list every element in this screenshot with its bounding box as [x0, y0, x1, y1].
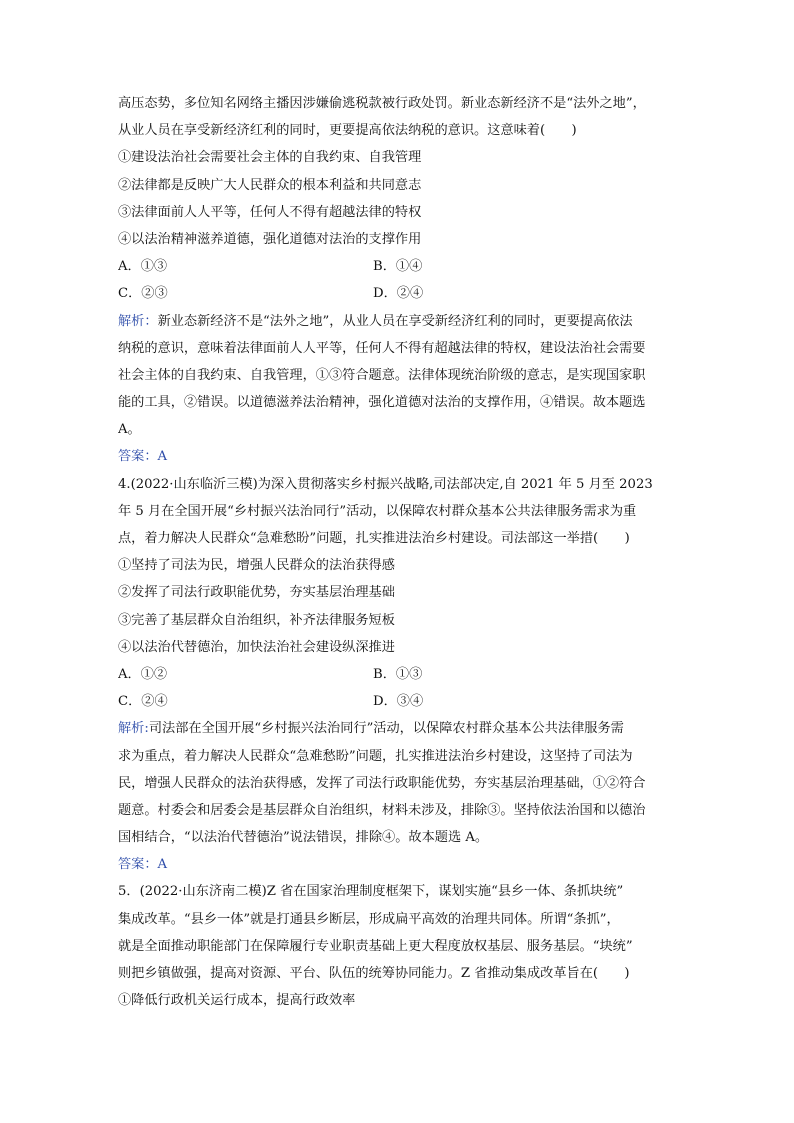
analysis-line: 国相结合，“以法治代替德治”说法错误，排除④。故本题选 A。	[118, 830, 489, 846]
analysis-line: 能的工具，②错误。以道德滋养法治精神，强化道德对法治的支撑作用，④错误。故本题选	[118, 395, 646, 411]
stem-line: 集成改革。“县乡一体”就是打通县乡断层，形成扁平高效的治理共同体。所谓“条抓”，	[118, 911, 620, 927]
stem-line: 高压态势，多位知名网络主播因涉嫌偷逃税款被行政处罚。新业态新经济不是“法外之地”，	[118, 96, 646, 111]
option-c: C．②④	[118, 694, 168, 710]
option-b: B．①④	[373, 259, 423, 275]
analysis-text: 新业态新经济不是“法外之地”，从业人员在享受新经济红利的同时，更要提高依法	[157, 313, 633, 329]
stem-line: 5．(2022·山东济南二模)Z 省在国家治理制度框架下，谋划实施“县乡一体、条抓块统”	[118, 884, 624, 900]
analysis-line: 社会主体的自我约束、自我管理，①③符合题意。法律体现统治阶级的意志，是实现国家职	[118, 367, 646, 383]
question-4-stem	[118, 471, 678, 553]
question-4-analysis	[118, 715, 678, 851]
question-3-analysis	[118, 308, 678, 444]
question-5-items	[118, 987, 678, 1014]
stem-line: 年 5 月在全国开展“乡村振兴法治同行”活动，以保障农村群众基本公共法律服务需求为重	[118, 503, 637, 519]
stem-line: 就是全面推动职能部门在保障履行专业职责基础上更大程度放权基层、服务基层。“块统”	[118, 938, 633, 954]
option-a: A．①②	[118, 666, 168, 682]
question-5-stem	[118, 878, 678, 987]
stem-line: 从业人员在享受新经济红利的同时，更要提高依法纳税的意识。这意味着( )	[118, 123, 577, 139]
analysis-line: 民，增强人民群众的法治获得感，发挥了司法行政职能优势，夯实基层治理基础，①②符合	[118, 775, 646, 791]
question-3-options-row-1	[118, 253, 678, 280]
analysis-line: 纳税的意识，意味着法律面前人人平等，任何人不得有超越法律的特权，建设法治社会需要	[118, 340, 646, 356]
question-3-answer: 答案：A	[118, 449, 168, 465]
question-4-items	[118, 552, 678, 661]
item-line: ②法律都是反映广大人民群众的根本利益和共同意志	[118, 177, 422, 193]
question-3-options-row-2	[118, 280, 678, 307]
analysis-label: 解析：	[118, 313, 158, 329]
item-line: ④以法治代替德治，加快法治社会建设纵深推进	[118, 639, 395, 655]
analysis-line	[118, 715, 678, 742]
analysis-line: 求为重点，着力解决人民群众“急难愁盼”问题，扎实推进法治乡村建设，这坚持了司法为	[118, 748, 633, 764]
item-line: ①降低行政机关运行成本，提高行政效率	[118, 993, 356, 1009]
item-line: ①坚持了司法为民，增强人民群众的法治获得感	[118, 558, 395, 574]
question-4-options-row-1	[118, 661, 678, 688]
analysis-line	[118, 308, 678, 335]
option-c: C．②③	[118, 286, 168, 302]
analysis-line: A。	[118, 422, 141, 438]
option-d: D．②④	[373, 286, 424, 302]
analysis-label: 解析:	[118, 721, 149, 737]
stem-line: 则把乡镇做强，提高对资源、平台、队伍的统筹协同能力。Z 省推动集成改革旨在( )	[118, 966, 630, 981]
item-line: ④以法治精神滋养道德，强化道德对法治的支撑作用	[118, 231, 422, 247]
option-b: B．①③	[373, 666, 423, 682]
item-line: ③法律面前人人平等，任何人不得有超越法律的特权	[118, 204, 422, 220]
question-3-items	[118, 144, 678, 253]
item-line: ①建设法治社会需要社会主体的自我约束、自我管理	[118, 150, 422, 166]
item-line: ②发挥了司法行政职能优势，夯实基层治理基础	[118, 585, 395, 601]
option-d: D．③④	[373, 694, 424, 710]
analysis-line: 题意。村委会和居委会是基层群众自治组织，材料未涉及，排除③。坚持依法治国和以德治	[118, 802, 646, 818]
analysis-text: 司法部在全国开展“乡村振兴法治同行”活动，以保障农村群众基本公共法律服务需	[148, 721, 624, 737]
document-page	[118, 90, 678, 1014]
stem-line: 4.(2022·山东临沂三模)为深入贯彻落实乡村振兴战略,司法部决定,自 2021 年 5 月至 2023	[118, 476, 653, 492]
stem-line: 点，着力解决人民群众“急难愁盼”问题，扎实推进法治乡村建设。司法部这一举措( )	[118, 531, 630, 546]
question-4-answer: 答案：A	[118, 857, 168, 873]
question-3-stem	[118, 90, 678, 144]
option-a: A．①③	[118, 259, 168, 275]
question-4-options-row-2	[118, 688, 678, 715]
item-line: ③完善了基层群众自治组织，补齐法律服务短板	[118, 612, 395, 628]
